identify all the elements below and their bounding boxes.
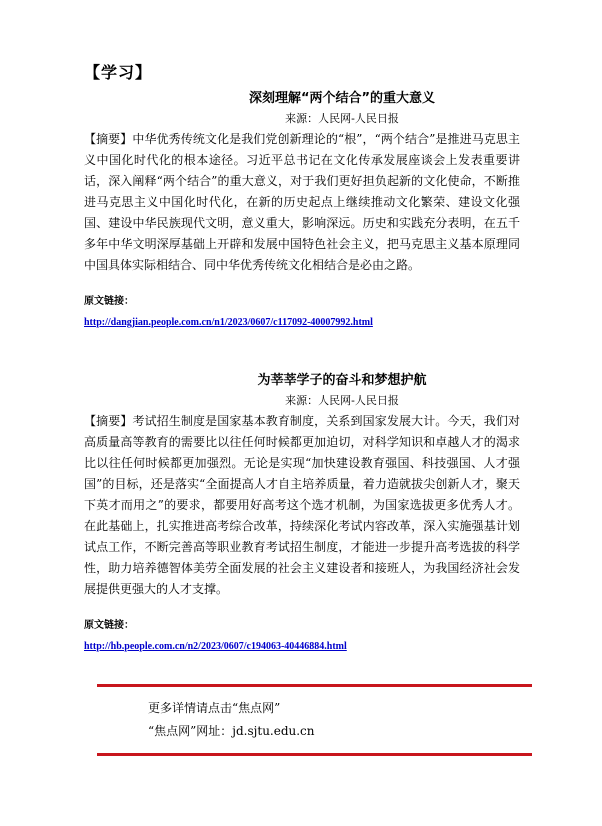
article-link-label: 原文链接： bbox=[84, 620, 134, 631]
article-source: 来源：人民网-人民日报 bbox=[285, 394, 399, 407]
article-link[interactable]: http://dangjian.people.com.cn/n1/2023/0607/c117092-40007992.html bbox=[84, 317, 373, 328]
article-abstract: 【摘要】中华优秀传统文化是我们党创新理论的“根”，“两个结合”是推进马克思主义中国化时代化的根本途径。习近平总书记在文化传承发展座谈会上发表重要讲话，深入阐释“两个结合”的重大意义，对于我们更好担负起新的文化使命，不断推进马克思主义中国化时代化，在新的历史起点上继续推动文化繁荣、建设文化强国、建设中华民族现代文明，意义重大，影响深远。历史和实践充分表明，在五千多年中华文明深厚基础上开辟和发展中国特色社会主义，把马克思主义基本原理同中国具体实际相结合、同中华优秀传统文化相结合是必由之路。 bbox=[84, 132, 520, 272]
article-source: 来源：人民网-人民日报 bbox=[285, 112, 399, 125]
article-link-block bbox=[84, 618, 520, 654]
article-link[interactable]: http://hb.people.com.cn/n2/2023/0607/c194063-40446884.html bbox=[84, 641, 347, 652]
section-tag: 【学习】 bbox=[84, 63, 153, 82]
article-abstract: 【摘要】考试招生制度是国家基本教育制度，关系到国家发展大计。今天，我们对高质量高等教育的需要比以往任何时候都更加迫切，对科学知识和卓越人才的渴求比以往任何时候都更加强烈。无论是实现“加快建设教育强国、科技强国、人才强国”的目标，还是落实“全面提高人才自主培养质量，着力造就拔尖创新人才，聚天下英才而用之”的要求，都要用好高考这个选才机制，为国家选拔更多优秀人才。在此基础上，扎实推进高考综合改革，持续深化考试内容改革，深入实施强基计划试点工作，不断完善高等职业教育考试招生制度，才能进一步提升高考选拔的科学性，助力培养德智体美劳全面发展的社会主义建设者和接班人，为我国经济社会发展提供更强大的人才支撑。 bbox=[84, 414, 520, 596]
footer-divider-top bbox=[97, 684, 532, 687]
article-card bbox=[84, 90, 520, 330]
article-link-label: 原文链接： bbox=[84, 296, 134, 307]
article-card bbox=[84, 372, 520, 654]
footer-more-details: 更多详情请点击“焦点网” bbox=[148, 701, 281, 715]
article-title: 深刻理解“两个结合”的重大意义 bbox=[248, 91, 436, 106]
article-title: 为莘莘学子的奋斗和梦想护航 bbox=[257, 373, 427, 388]
footer-site-address: “焦点网”网址：jd.sjtu.edu.cn bbox=[148, 724, 315, 738]
footer-divider-bottom bbox=[97, 753, 532, 756]
article-link-block bbox=[84, 294, 520, 330]
